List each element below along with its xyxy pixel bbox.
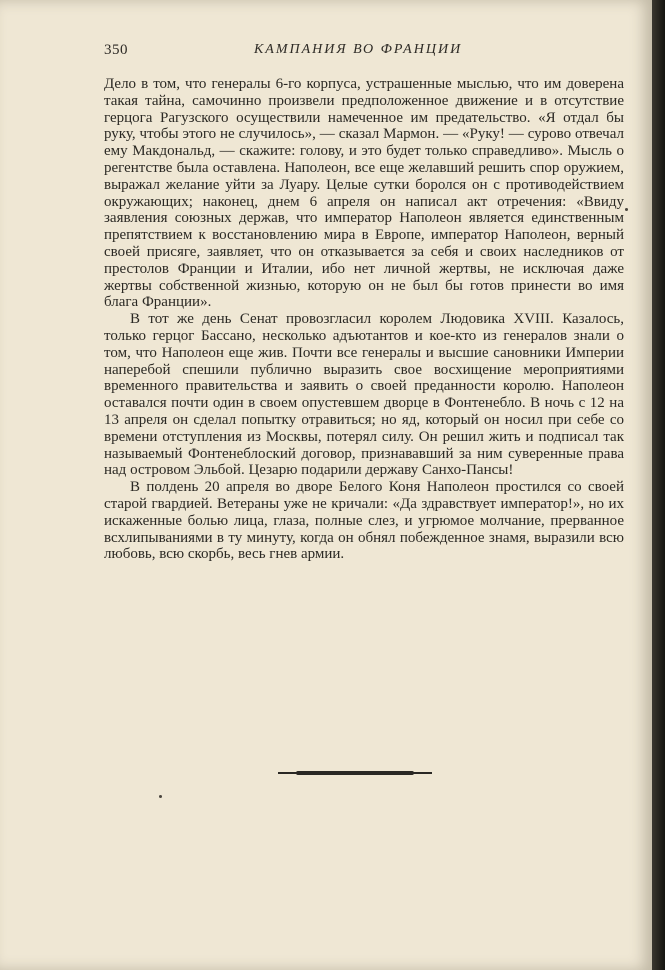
running-title: КАМПАНИЯ ВО ФРАНЦИИ (254, 42, 463, 57)
page-number: 350 (104, 42, 128, 58)
body-text (104, 76, 624, 563)
end-ornament (296, 771, 414, 775)
page-header (104, 42, 624, 64)
paragraph-3: В полдень 20 апреля во дворе Белого Коня Наполеон простился со своей старой гвардией. Ветераны уже не кричали: «Да здравствует император!», но их искаженные болью лица, глаза, полные слез, и угрюмое молчание, прерванное всхлипываниями в ту минуту, когда он обнял побежденное знамя, выразили всю любовь, всю скорбь, весь гнев армии. (104, 479, 624, 563)
paragraph-1: Дело в том, что генералы 6-го корпуса, устрашенные мыслью, что им доверена такая тайна, самочинно произвели предположенное движение и в отсутствие герцога Рагузского осуществили намеченное им предательство. «Я отдал бы руку, чтобы этого не случилось», — сказал Мармон. — «Руку! — сурово отвечал ему Макдональд, — скажите: голову, и это будет только справедливо». Мысль о регентстве была оставлена. Наполеон, все еще желавший решить спор оружием, выражал желание уйти за Луару. Целые сутки боролся он с противодействием окружающих; наконец, днем 6 апреля он написал акт отречения: «Ввиду заявления союзных держав, что император Наполеон является единственным препятствием к восстановлению мира в Европе, император Наполеон, верный своей присяге, заявляет, что он отказывается за себя и своих наследников от престолов Франции и Италии, ибо нет личной жертвы, не исключая даже жертвы собственной жизнью, которую он не был бы готов принести во имя блага Франции». (104, 76, 624, 311)
paragraph-2: В тот же день Сенат провозгласил королем Людовика XVIII. Казалось, только герцог Бассано, несколько адъютантов и кое-кто из генералов знали о том, что Наполеон еще жив. Почти все генералы и высшие сановники Империи наперебой спешили публично выразить свое восхищение мероприятиями временного правительства и заявить о своей преданности королю. Наполеон оставался почти один в своем опустевшем дворце в Фонтенебло. В ночь с 12 на 13 апреля он сделал попытку отравиться; но яд, который он носил при себе со времени отступления из Москвы, потерял силу. Он решил жить и подписал так называемый Фонтенеблоский договор, признававший за ним суверенные права над островом Эльбой. Цезарю подарили державу Санхо-Пансы! (104, 311, 624, 479)
page-edge-shadow (652, 0, 665, 970)
print-speck (159, 795, 162, 798)
print-speck (625, 208, 628, 211)
